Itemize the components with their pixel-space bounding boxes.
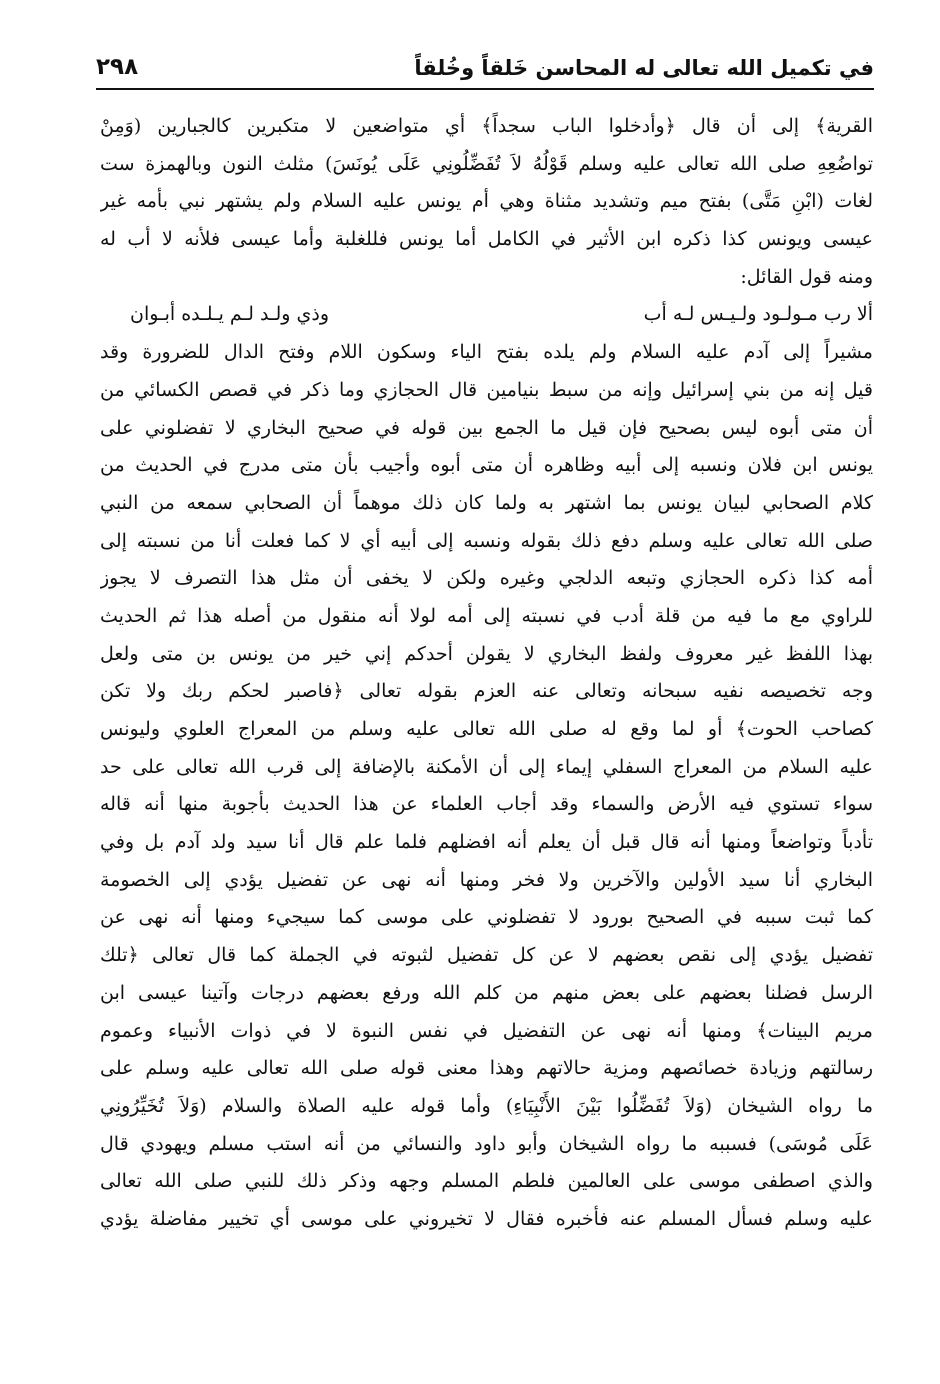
text-line: أن متى أبوه ليس بصحيح فإن قيل ما الجمع بين قوله في صحيح البخاري لا تفضلوني على — [100, 416, 873, 439]
poetry-verse — [100, 296, 873, 334]
running-title: في تكميل الله تعالى له المحاسن خَلقاً وخُلقاً — [414, 56, 874, 80]
text-line: سواء تستوي فيه الأرض والسماء وقد أجاب العلماء عن هذا الحديث بأجوبة منها أنه قاله — [100, 793, 873, 816]
text-line: عيسى ويونس كذا ذكره ابن الأثير في الكامل أما يونس فللغلبة وأما عيسى فلأنه لا أب له — [100, 228, 873, 251]
page-body — [100, 108, 873, 1239]
text-line: وجه تخصيصه نفيه سبحانه وتعالى عنه العزم بقوله تعالى ﴿فاصبر لحكم ربك ولا تكن — [100, 680, 873, 703]
text-line: القرية﴾ إلى أن قال ﴿وأدخلوا الباب سجداً﴾ أي متواضعين لا متكبرين كالجبارين (وَمِنْ — [100, 115, 873, 137]
verse-hemistich-first: ألا رب مـولـود ولـيـس لـه أب — [643, 303, 873, 326]
text-line: عَلَى مُوسَى) فسببه ما رواه الشيخان وأبو داود والنسائي من أنه استب مسلم ويهودي قال — [100, 1132, 873, 1155]
text-line: مريم البينات﴾ ومنها أنه نهى عن التفضيل في نفس النبوة لا في ذوات الأنبياء وعموم — [100, 1019, 873, 1042]
text-line: لغات (ابْنِ مَتَّى) بفتح ميم وتشديد مثناة وهي أم يونس عليه السلام ولم يشتهر نبي بأمه غير — [100, 190, 873, 213]
text-line: أمه كذا ذكره الحجازي وتبعه الدلجي وغيره ولكن لا يخفى أن مثل هذا التصرف لا يجوز — [100, 567, 873, 590]
text-line: عليه السلام من المعراج السفلي إيماء إلى أن الأمكنة بالإضافة إلى قرب الله تعالى على حد — [100, 755, 873, 778]
text-line: الرسل فضلنا بعضهم على بعض منهم من كلم الله ورفع بعضهم درجات وآتينا عيسى ابن — [100, 981, 873, 1004]
verse-hemistich-second: وذي ولـد لـم يـلـده أبـوان — [130, 303, 329, 326]
text-line: صلى الله تعالى عليه وسلم دفع ذلك بقوله ونسبه إلى أبيه أي لا كما فعلت أنا من نسبته إلى — [100, 529, 873, 552]
page-header — [96, 50, 874, 90]
text-line: بهذا اللفظ غير معروف ولفظ البخاري لا يقولن أحدكم إني خير من يونس بن متى ولعل — [100, 642, 873, 665]
text-line: تأدباً وتواضعاً ومنها أنه قال قبل أن يعلم أنه افضلهم فلما علم قال أنا سيد ولد آدم بل وفي — [100, 831, 873, 854]
page-number: ٢٩٨ — [96, 54, 139, 80]
text-line: يونس ابن فلان ونسبه إلى أبيه وظاهره أن متى أبوه وأجيب بأن متى مدرج في الحديث من — [100, 454, 873, 477]
text-line: كلام الصحابي لبيان يونس بما اشتهر به ولما كان ذلك موهماً أن الصحابي سمعه من النبي — [100, 491, 873, 514]
text-line: تفضيل يؤدي إلى نقص بعضهم لا عن كل تفضيل لثبوته في الجملة كما قال تعالى ﴿تلك — [100, 944, 873, 967]
text-line: عليه وسلم فسأل المسلم عنه فأخبره فقال لا تخيروني على موسى أي تخيير مفاضلة يؤدي — [100, 1207, 873, 1230]
text-line: تواضُعِهِ صلى الله تعالى عليه وسلم قَوْلُهُ لاَ تُفَضِّلُونِي عَلَى يُونَسَ) مثلث النون وبالهمزة ست — [100, 152, 873, 175]
text-line: البخاري أنا سيد الأولين والآخرين ولا فخر ومنها أنه نهى عن تفضيل يؤدي إلى الخصومة — [100, 868, 873, 891]
text-line: مشيراً إلى آدم عليه السلام ولم يلده بفتح الياء وسكون اللام وفتح الدال للضرورة وقد — [100, 341, 873, 364]
text-line: قيل إنه من بني إسرائيل وإنه من سبط بنيامين قال الحجازي وما ذكر في قصص الكسائي من — [100, 378, 873, 401]
text-line: ومنه قول القائل: — [740, 265, 873, 288]
text-line: كصاحب الحوت﴾ أو لما وقع له صلى الله تعالى عليه وسلم من المعراج العلوي وليونس — [100, 718, 873, 740]
text-line: للراوي مع ما فيه من قلة أدب في نسبته إلى أمه لولا أنه منقول من أصله هذا ثم الحديث — [100, 604, 873, 627]
text-line: والذي اصطفى موسى على العالمين فلطم المسلم وجهه وذكر ذلك للنبي صلى الله تعالى — [100, 1170, 873, 1193]
text-line: رسالتهم وزيادة خصائصهم ومزية حالاتهم وهذا معنى قوله صلى الله تعالى عليه وسلم على — [100, 1057, 873, 1080]
text-line: كما ثبت سببه في الصحيح بورود لا تفضلوني على موسى كما سيجيء ومنها أنه نهى عن — [100, 906, 873, 929]
text-line: ما رواه الشيخان (وَلاَ تُفَضِّلُوا بَيْنَ الأَنْبِيَاءِ) وأما قوله عليه الصلاة والسلام (وَلاَ تُخَيِّرُونِي — [100, 1094, 873, 1117]
